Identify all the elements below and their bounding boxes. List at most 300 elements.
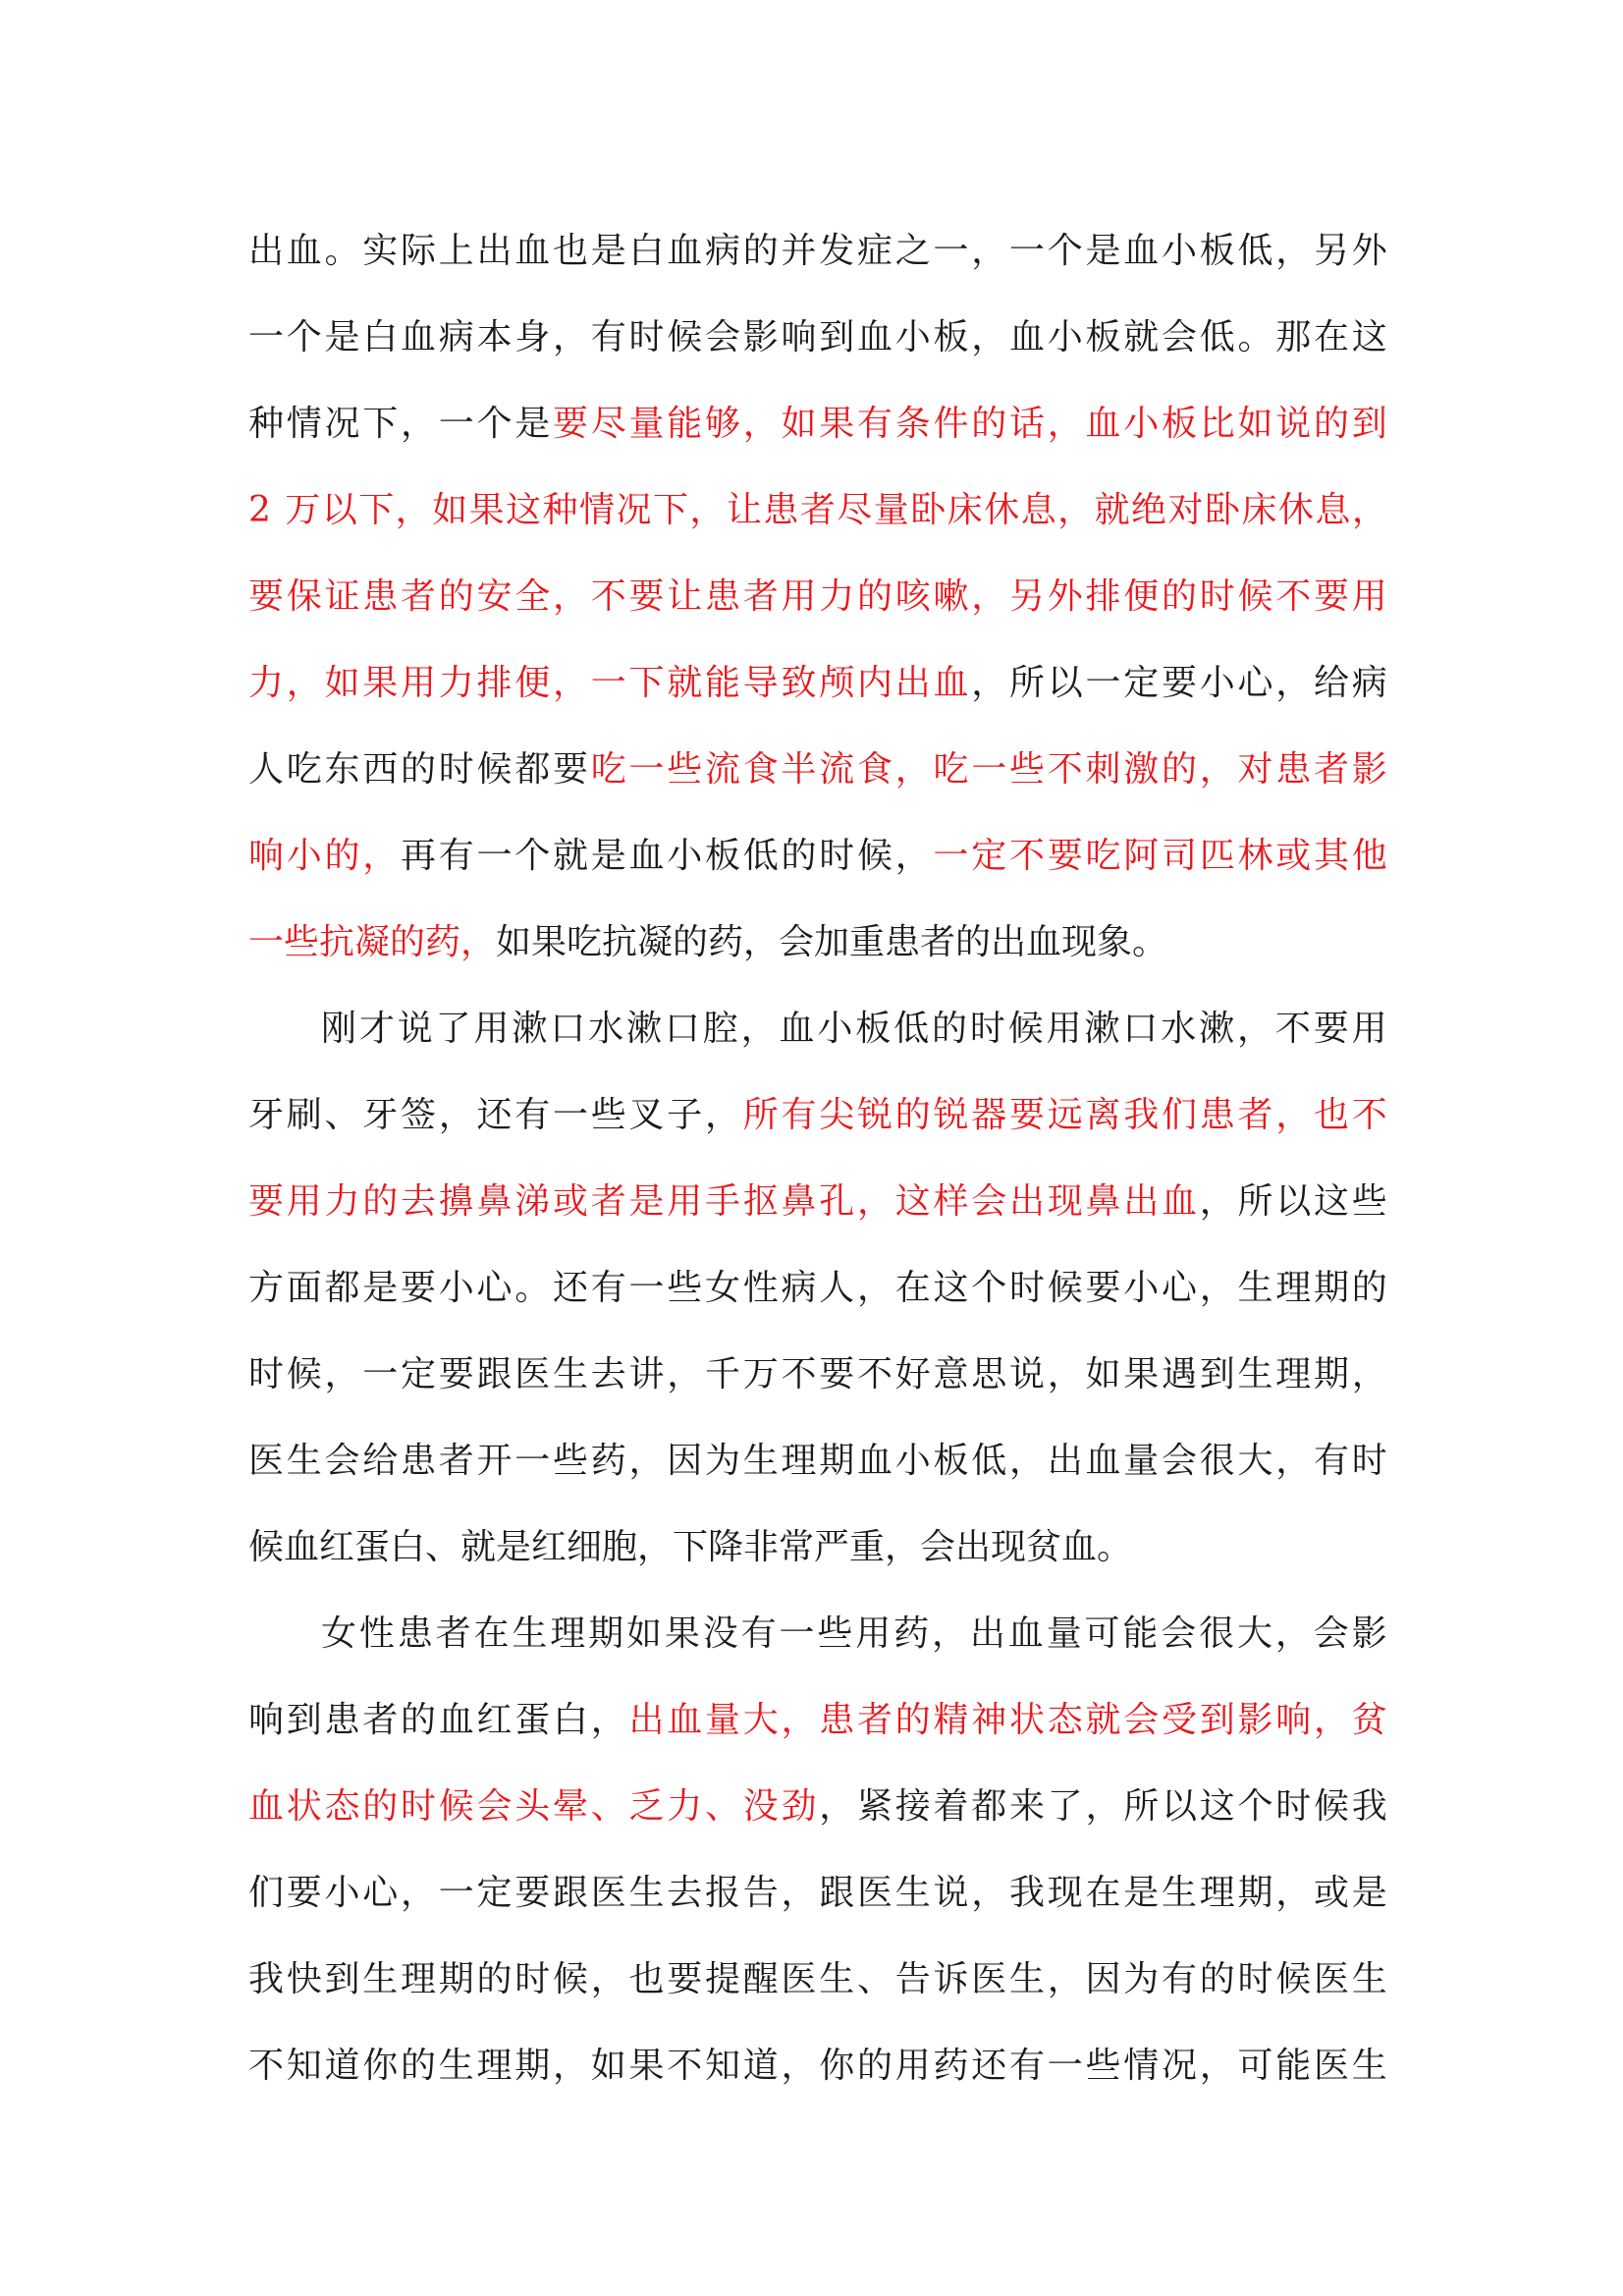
text-line: [248, 986, 1387, 1072]
text-char: 症: [857, 231, 893, 271]
text-char: 所: [1123, 1786, 1160, 1827]
emphasis-char: 颅: [819, 663, 855, 703]
text-char: 跟: [553, 1873, 589, 1913]
text-char: 时: [1009, 1268, 1046, 1308]
text-char: 病: [705, 231, 741, 271]
text-char: 是: [590, 231, 626, 271]
text-char: 说: [397, 1009, 433, 1049]
text-char: 低: [1237, 231, 1273, 271]
emphasis-char: 患: [705, 576, 741, 617]
emphasis-char: 一: [628, 749, 665, 790]
text-char: 影: [1351, 1613, 1387, 1654]
text-char: 期: [1237, 1873, 1273, 1913]
emphasis-char: 卧: [1204, 490, 1240, 530]
emphasis-char: 擤: [438, 1181, 474, 1222]
emphasis-char: 用: [401, 663, 437, 703]
text-char: ，: [894, 836, 931, 876]
text-char: 遇: [1162, 1354, 1198, 1394]
text-char: 个: [514, 836, 551, 876]
text-char: 到: [286, 1700, 322, 1740]
text-char: ，: [781, 1873, 817, 1913]
text-char: 是: [1351, 1873, 1387, 1913]
emphasis-char: 受: [1162, 1700, 1198, 1740]
text-char: 到: [819, 317, 855, 357]
text-char: 个: [971, 1268, 1007, 1308]
text-char: 不: [857, 1354, 893, 1394]
text-char: 要: [514, 1873, 551, 1913]
text-char: 会: [1313, 1613, 1349, 1654]
emphasis-char: 保: [286, 576, 322, 617]
emphasis-char: 息: [1020, 490, 1056, 530]
emphasis-char: 的: [971, 404, 1007, 444]
emphasis-char: 的: [1314, 404, 1350, 444]
body-text: [248, 208, 1387, 2109]
text-char: 也: [628, 1959, 665, 1999]
emphasis-char: 涕: [514, 1181, 551, 1222]
text-char: ，: [1085, 1786, 1121, 1827]
text-char: 去: [590, 1354, 626, 1394]
emphasis-char: 果: [362, 663, 399, 703]
text-char: 白: [628, 231, 665, 271]
text-char: 些: [817, 1613, 853, 1654]
emphasis-char: 导: [742, 663, 779, 703]
text-char: 理: [550, 1613, 586, 1654]
text-line: [248, 1159, 1387, 1245]
emphasis-char: 远: [1047, 1095, 1083, 1135]
emphasis-char: 下: [628, 663, 665, 703]
emphasis-char: ，: [553, 663, 589, 703]
emphasis-char: 不: [1275, 576, 1312, 617]
emphasis-char: 嗽: [933, 576, 969, 617]
text-char: 思: [971, 1354, 1007, 1394]
emphasis-char: 响: [248, 836, 285, 876]
text-char: 血: [628, 836, 665, 876]
text-char: 到: [1199, 1354, 1235, 1394]
text-char: 生: [894, 1873, 931, 1913]
text-char: 告: [742, 1873, 779, 1913]
text-char: 我: [248, 1959, 285, 1999]
emphasis-char: 者: [742, 576, 779, 617]
text-char: 用: [855, 1613, 892, 1654]
text-char: 际: [401, 231, 437, 271]
text-char: 一: [248, 317, 285, 357]
text-char: 用: [1351, 1009, 1387, 1049]
emphasis-char: 他: [1351, 836, 1387, 876]
text-char: 生: [1351, 2046, 1387, 2086]
emphasis-char: 劲: [781, 1786, 817, 1827]
text-char: 紧: [857, 1786, 893, 1827]
text-char: 候: [553, 1959, 589, 1999]
text-char: 没: [702, 1613, 738, 1654]
text-char: 候: [1275, 1959, 1312, 1999]
text-char: 血: [1007, 1613, 1044, 1654]
text-char: 医: [971, 1959, 1007, 1999]
emphasis-char: 贫: [1351, 1700, 1387, 1740]
text-char: 牙: [362, 1095, 399, 1135]
text-char: 并: [781, 231, 817, 271]
text-char: 一: [553, 1095, 589, 1135]
text-char: 是: [514, 404, 551, 444]
text-char: 会: [1162, 1441, 1198, 1481]
emphasis-char: 候: [1237, 576, 1273, 617]
emphasis-char: ，: [1047, 404, 1083, 444]
emphasis-char: 便: [514, 663, 551, 703]
emphasis-char: ，: [894, 749, 931, 790]
emphasis-char: 流: [705, 749, 741, 790]
text-char: 快: [286, 1959, 322, 1999]
text-char: 水: [588, 1009, 624, 1049]
text-char: 方: [248, 1268, 285, 1308]
text-char: ，: [971, 317, 1007, 357]
emphasis-char: 影: [1351, 749, 1387, 790]
text-char: 药: [933, 2046, 969, 2086]
text-char: 刷: [286, 1095, 322, 1135]
emphasis-char: 、: [705, 1786, 741, 1827]
text-char: 跟: [476, 1354, 513, 1394]
emphasis-char: 的: [1162, 576, 1198, 617]
text-char: 药: [590, 1441, 626, 1481]
text-char: 的: [401, 2046, 437, 2086]
emphasis-char: 对: [1167, 490, 1204, 530]
text-char: 之: [894, 231, 931, 271]
text-segment: 如果吃抗凝的药，会加重患者的出血现象。: [496, 922, 1168, 962]
emphasis-char: 能: [705, 663, 741, 703]
text-char: ，: [819, 1786, 855, 1827]
emphasis-char: 吃: [590, 749, 626, 790]
text-char: 的: [476, 1959, 513, 1999]
text-char: 小: [894, 317, 931, 357]
text-char: 不: [781, 1354, 817, 1394]
emphasis-char: 食: [857, 749, 893, 790]
emphasis-char: 态: [324, 1786, 360, 1827]
text-line: [248, 1418, 1387, 1504]
text-line: [248, 2023, 1387, 2109]
emphasis-char: 者: [857, 1700, 893, 1740]
text-segment: 候血红蛋白、就是红细胞，下降非常严重，会出现贫血。: [248, 1527, 1133, 1567]
text-char: 白: [553, 1700, 589, 1740]
emphasis-char: 要: [628, 576, 665, 617]
text-char: 心: [1237, 663, 1273, 703]
text-char: 小: [438, 1268, 474, 1308]
text-char: 漱: [1084, 1009, 1120, 1049]
text-char: 血: [857, 317, 893, 357]
text-char: 些: [590, 1095, 626, 1135]
text-char: 子: [667, 1095, 703, 1135]
emphasis-char: 司: [1162, 836, 1198, 876]
text-char: 一: [779, 1613, 815, 1654]
emphasis-char: 以: [321, 490, 357, 530]
text-char: 告: [894, 1959, 931, 1999]
text-char: 很: [1199, 1613, 1235, 1654]
emphasis-char: 要: [248, 576, 285, 617]
text-char: 心: [362, 1873, 399, 1913]
text-char: 情: [1123, 2046, 1160, 2086]
emphasis-char: ，: [1351, 490, 1387, 530]
emphasis-char: 力: [438, 663, 474, 703]
text-char: 如: [626, 1613, 663, 1654]
text-char: 个: [476, 404, 513, 444]
text-char: 这: [1199, 1786, 1235, 1827]
text-char: 时: [819, 836, 855, 876]
text-char: 在: [473, 1613, 510, 1654]
text-char: 出: [248, 231, 285, 271]
text-char: 一: [933, 231, 969, 271]
text-line: [248, 1764, 1387, 1850]
text-char: ，: [667, 1354, 703, 1394]
emphasis-char: 如: [432, 490, 468, 530]
emphasis-char: 样: [933, 1181, 969, 1222]
text-char: 况: [1162, 2046, 1198, 2086]
text-char: ，: [628, 1441, 665, 1481]
text-char: 外: [1351, 231, 1387, 271]
emphasis-char: 的: [1162, 749, 1198, 790]
emphasis-char: 候: [438, 1786, 474, 1827]
emphasis-char: ，: [362, 836, 399, 876]
text-char: 实: [362, 231, 399, 271]
emphasis-char: 患: [1199, 1095, 1235, 1135]
text-char: 的: [781, 836, 817, 876]
text-char: ，: [1047, 1354, 1083, 1394]
text-char: 要: [667, 1959, 703, 1999]
text-char: 都: [514, 749, 551, 790]
text-char: 生: [1009, 1959, 1046, 1999]
emphasis-char: 离: [1085, 1095, 1121, 1135]
emphasis-char: 能: [667, 404, 703, 444]
text-char: 以: [1275, 1181, 1312, 1222]
text-char: ，: [553, 2046, 589, 2086]
emphasis-char: 件: [933, 404, 969, 444]
text-char: 有: [1314, 1441, 1350, 1481]
text-char: 以: [1047, 663, 1083, 703]
text-char: 再: [401, 836, 437, 876]
text-char: 的: [401, 749, 437, 790]
emphasis-char: 休: [1277, 490, 1314, 530]
emphasis-char: 患: [1275, 749, 1312, 790]
emphasis-char: 板: [1162, 404, 1198, 444]
text-char: 要: [1162, 663, 1198, 703]
text-char: 些: [667, 1268, 703, 1308]
emphasis-char: 阿: [1123, 836, 1160, 876]
text-char: 还: [971, 2046, 1007, 2086]
emphasis-char: [272, 467, 283, 554]
text-char: 者: [435, 1613, 471, 1654]
text-char: ，: [324, 1354, 360, 1394]
text-line: [248, 640, 1387, 727]
text-char: 上: [438, 231, 474, 271]
text-char: 诉: [933, 1959, 969, 1999]
emphasis-char: 卧: [910, 490, 947, 530]
emphasis-char: 鼻: [1085, 1181, 1121, 1222]
text-char: 心: [476, 1268, 513, 1308]
text-char: 不: [248, 2046, 285, 2086]
text-char: 跟: [819, 1873, 855, 1913]
text-char: 会: [324, 1441, 360, 1481]
emphasis-char: 这: [506, 490, 542, 530]
text-char: 水: [1161, 1009, 1197, 1049]
text-char: 因: [1085, 1959, 1121, 1999]
text-line: [248, 1332, 1387, 1418]
emphasis-char: ，: [971, 576, 1007, 617]
text-char: 候: [857, 836, 893, 876]
text-char: 漱: [1199, 1009, 1235, 1049]
text-char: 口: [1122, 1009, 1159, 1049]
text-char: 患: [401, 1441, 437, 1481]
emphasis-char: 比: [1199, 404, 1235, 444]
emphasis-char: 力: [819, 576, 855, 617]
text-char: 生: [1237, 1268, 1273, 1308]
text-char: 期: [1314, 1354, 1350, 1394]
emphasis-char: 者: [799, 490, 836, 530]
emphasis-char: 用: [667, 1181, 703, 1222]
text-line: [248, 1937, 1387, 2023]
text-char: 有: [740, 1613, 777, 1654]
text-char: 西: [362, 749, 399, 790]
text-char: 个: [286, 317, 322, 357]
text-char: ，: [1199, 1181, 1235, 1222]
text-char: 医: [1314, 1959, 1350, 1999]
text-char: 生: [286, 1441, 322, 1481]
emphasis-char: 的: [362, 1181, 399, 1222]
text-char: 另: [1314, 231, 1350, 271]
text-char: 医: [248, 1441, 285, 1481]
emphasis-char: 绝: [1131, 490, 1167, 530]
text-char: 都: [324, 1268, 360, 1308]
emphasis-char: 让: [667, 576, 703, 617]
text-char: 所: [1009, 663, 1046, 703]
emphasis-char: ，: [689, 490, 726, 530]
emphasis-char: 匹: [1199, 836, 1235, 876]
emphasis-char: 、: [590, 1786, 626, 1827]
text-char: 女: [705, 1268, 741, 1308]
emphasis-char: 些: [667, 749, 703, 790]
text-char: 生: [553, 1354, 589, 1394]
emphasis-char: 如: [1237, 404, 1273, 444]
emphasis-char: ，: [1275, 1095, 1312, 1135]
emphasis-char: 也: [1314, 1095, 1350, 1135]
text-char: ，: [1275, 1873, 1312, 1913]
emphasis-char: 手: [705, 1181, 741, 1222]
text-char: 大: [1237, 1441, 1273, 1481]
text-line: [248, 1245, 1387, 1332]
text-line: [248, 813, 1387, 900]
text-char: 量: [1046, 1613, 1082, 1654]
text-char: 白: [362, 317, 399, 357]
text-char: 提: [705, 1959, 741, 1999]
emphasis-char: 要: [1009, 1095, 1046, 1135]
text-char: 时: [248, 1354, 285, 1394]
emphasis-char: 会: [971, 1181, 1007, 1222]
text-char: 性: [358, 1613, 395, 1654]
emphasis-char: 刺: [1085, 749, 1121, 790]
text-line: [248, 295, 1387, 381]
text-char: 的: [932, 1009, 968, 1049]
emphasis-char: 的: [894, 1700, 931, 1740]
text-char: 的: [742, 231, 779, 271]
emphasis-char: 不: [1009, 836, 1046, 876]
emphasis-char: 时: [401, 1786, 437, 1827]
text-char: 血: [514, 231, 551, 271]
text-char: ，: [1237, 1009, 1273, 1049]
text-char: 候: [667, 317, 703, 357]
text-char: 本: [476, 317, 513, 357]
emphasis-char: 的: [894, 1095, 931, 1135]
emphasis-char: 内: [857, 663, 893, 703]
text-char: 果: [664, 1613, 700, 1654]
text-char: 刚: [321, 1009, 357, 1049]
text-char: 候: [1314, 1786, 1350, 1827]
emphasis-char: 一: [933, 836, 969, 876]
text-char: 生: [742, 1441, 779, 1481]
text-char: 在: [1314, 317, 1350, 357]
text-char: 有: [590, 317, 626, 357]
emphasis-char: 便: [1123, 576, 1160, 617]
text-char: 期: [819, 1441, 855, 1481]
text-char: 时: [969, 1009, 1005, 1049]
emphasis-char: 床: [1241, 490, 1277, 530]
text-char: ，: [740, 1009, 777, 1049]
text-char: 小: [817, 1009, 853, 1049]
emphasis-char: 其: [1314, 836, 1350, 876]
text-char: 、: [857, 1959, 893, 1999]
text-char: 知: [705, 2046, 741, 2086]
emphasis-char: 林: [1237, 836, 1273, 876]
text-char: 说: [1009, 1354, 1046, 1394]
text-line: [248, 208, 1387, 295]
text-char: 腔: [702, 1009, 738, 1049]
text-line: [248, 1504, 1387, 1591]
emphasis-char: 吃: [933, 749, 969, 790]
text-char: 我: [1351, 1786, 1387, 1827]
emphasis-char: 下: [358, 490, 395, 530]
text-char: ，: [590, 1959, 626, 1999]
text-char: 能: [1122, 1613, 1159, 1654]
text-char: 东: [324, 749, 360, 790]
text-char: 出: [476, 231, 513, 271]
emphasis-char: 影: [1237, 1700, 1273, 1740]
text-char: 是: [1123, 1873, 1160, 1913]
text-char: 漱: [512, 1009, 548, 1049]
emphasis-char: ，: [553, 576, 589, 617]
text-char: 低: [893, 1009, 930, 1049]
text-char: 就: [553, 836, 589, 876]
emphasis-char: 定: [971, 836, 1007, 876]
text-char: 医: [857, 1873, 893, 1913]
emphasis-char: 鼻: [476, 1181, 513, 1222]
text-char: 这: [1314, 1181, 1350, 1222]
emphasis-char: 用: [781, 576, 817, 617]
text-char: 候: [476, 749, 513, 790]
emphasis-char: 要: [1314, 576, 1350, 617]
text-char: 板: [855, 1009, 892, 1049]
emphasis-char: ，: [781, 1700, 817, 1740]
text-char: 因: [667, 1441, 703, 1481]
emphasis-char: 排: [476, 663, 513, 703]
emphasis-char: 出: [894, 663, 931, 703]
emphasis-char: 证: [324, 576, 360, 617]
text-char: 才: [358, 1009, 395, 1049]
text-line: [248, 900, 1387, 986]
text-char: 病: [1351, 663, 1387, 703]
emphasis-char: 用: [1351, 576, 1387, 617]
emphasis-char: 大: [742, 1700, 779, 1740]
text-char: 在: [1085, 1873, 1121, 1913]
text-char: 要: [553, 749, 589, 790]
emphasis-char: 尽: [590, 404, 626, 444]
text-char: 所: [1237, 1181, 1273, 1222]
emphasis-char: ，: [857, 1181, 893, 1222]
text-char: 要: [286, 1873, 322, 1913]
text-char: 不: [1274, 1009, 1311, 1049]
